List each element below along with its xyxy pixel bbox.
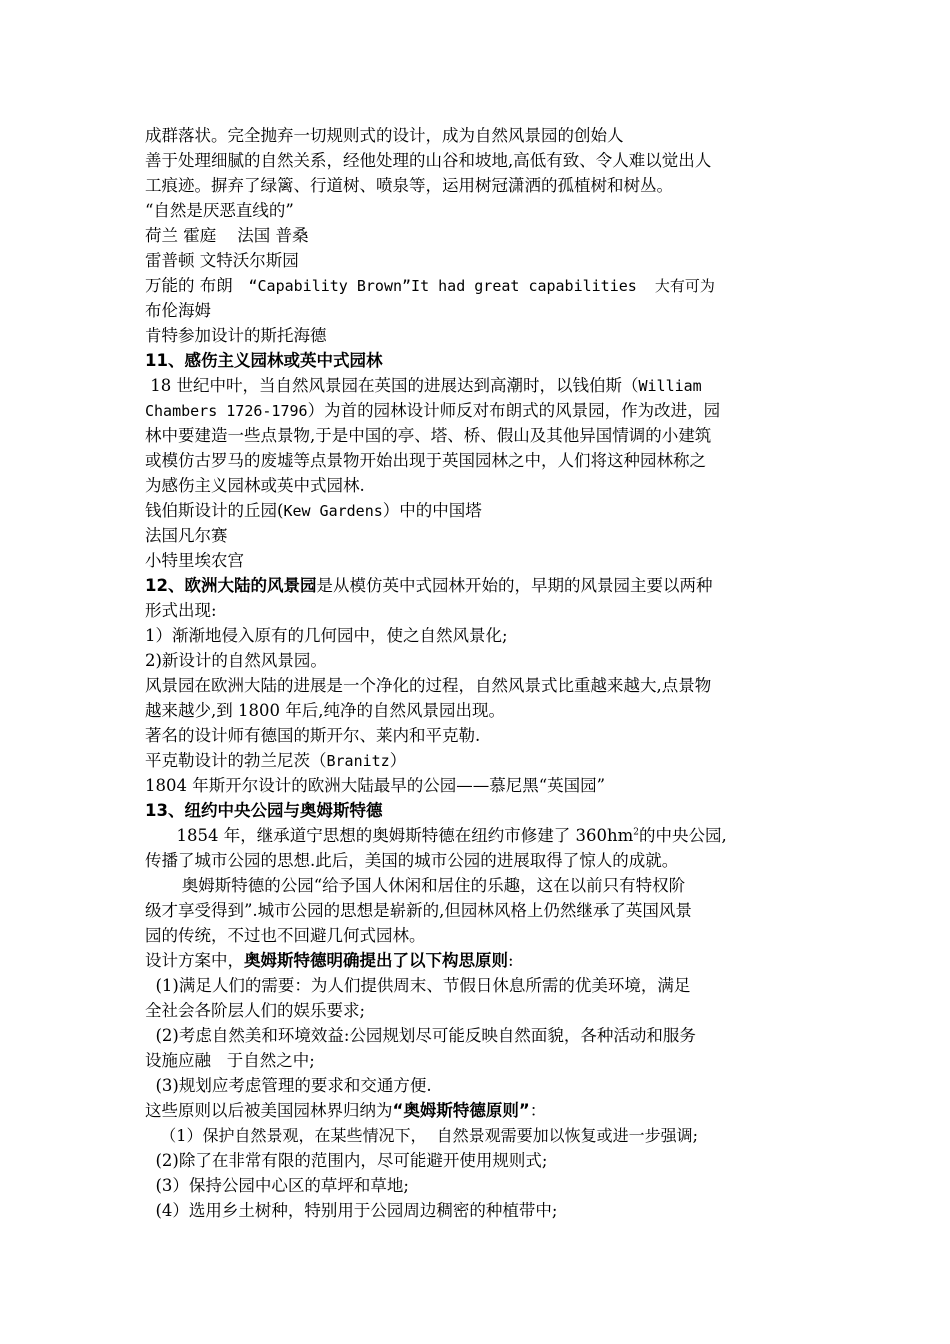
quote-line <box>145 199 835 223</box>
text-span: 工痕迹。摒弃了绿篱、行道树、喷泉等，运用树冠潇洒的孤植树和树丛。 <box>145 176 673 195</box>
text-span: 全社会各阶层人们的娱乐要求; <box>145 1001 366 1020</box>
text-span: 万能的 布朗 <box>145 276 249 295</box>
english-name: Branitz <box>326 752 390 770</box>
text-line <box>145 374 835 398</box>
text-line <box>145 399 835 423</box>
english-name: William <box>638 377 702 395</box>
text-span: 小特里埃农宫 <box>145 551 244 570</box>
superscript: 2 <box>633 827 639 838</box>
bold-phrase: 奥姆斯特德明确提出了以下构思原则 <box>244 951 508 970</box>
text-span: 雷普顿 文特沃尔斯园 <box>145 251 299 270</box>
text-span: 荷兰 霍庭 法国 普桑 <box>145 226 309 245</box>
list-item <box>145 974 835 998</box>
text-line <box>145 849 835 873</box>
text-span: : <box>508 951 514 970</box>
text-span: 风景园在欧洲大陆的进展是一个净化的过程，自然风景式比重越来越大,点景物 <box>145 676 712 695</box>
text-line <box>145 1099 835 1123</box>
text-span: ）为首的园林设计师反对布朗式的风景园，作为改进，园 <box>307 401 721 420</box>
text-line <box>145 299 835 323</box>
english-name: Kew Gardens <box>283 502 383 520</box>
text-span: 设计方案中， <box>145 951 244 970</box>
text-span: （1）保护自然景观，在某些情况下， 自然景观需要加以恢复或进一步强调; <box>145 1126 699 1145</box>
text-span: (1)满足人们的需要：为人们提供周末、节假日休息所需的优美环境，满足 <box>145 976 691 995</box>
text-line <box>145 999 835 1023</box>
text-span: 布伦海姆 <box>145 301 211 320</box>
section-heading-13 <box>145 799 835 823</box>
text-line <box>145 924 835 948</box>
heading-text: 13、纽约中央公园与奥姆斯特德 <box>145 801 383 820</box>
list-item <box>145 1174 835 1198</box>
text-span: (3)规划应考虑管理的要求和交通方便. <box>145 1076 432 1095</box>
text-span: 善于处理细腻的自然关系，经他处理的山谷和坡地,高低有致、令人难以觉出人 <box>145 151 712 170</box>
text-line <box>145 524 835 548</box>
text-span: 成群落状。完全抛弃一切规则式的设计，成为自然风景园的创始人 <box>145 126 624 145</box>
heading-text: 11、感伤主义园林或英中式园林 <box>145 351 383 370</box>
text-span: 1854 年，继承道宁思想的奥姆斯特德在纽约市修建了 360hm <box>145 826 634 845</box>
section-heading-12 <box>145 574 835 598</box>
text-line <box>145 224 835 248</box>
text-span: (2)考虑自然美和环境效益:公园规划尽可能反映自然面貌，各种活动和服务 <box>145 1026 696 1045</box>
text-span: 设施应融 于自然之中; <box>145 1051 315 1070</box>
text-line <box>145 824 835 848</box>
text-span: 法国凡尔赛 <box>145 526 228 545</box>
text-span: 1804 年斯开尔设计的欧洲大陆最早的公园——慕尼黑“英国园” <box>145 776 606 795</box>
heading-text: 12、欧洲大陆的风景园 <box>145 576 317 595</box>
list-item <box>145 1149 835 1173</box>
text-span: 2)新设计的自然风景园。 <box>145 651 327 670</box>
text-span: ）中的中国塔 <box>382 501 482 520</box>
text-span: ： <box>529 1101 547 1120</box>
text-line <box>145 724 835 748</box>
text-span: 级才享受得到”.城市公园的思想是崭新的,但园林风格上仍然继承了英国风景 <box>145 901 692 920</box>
english-quote: “Capability Brown”It had great capabilities 大有可为 <box>248 277 715 295</box>
text-span: 1）渐渐地侵入原有的几何园中，使之自然风景化; <box>145 626 508 645</box>
text-span: 传播了城市公园的思想.此后，美国的城市公园的进展取得了惊人的成就。 <box>145 851 679 870</box>
text-span: (3）保持公园中心区的草坪和草地; <box>145 1176 409 1195</box>
list-item <box>145 1199 835 1223</box>
text-span: 园的传统，不过也不回避几何式园林。 <box>145 926 426 945</box>
list-item <box>145 649 835 673</box>
text-span: 或模仿古罗马的废墟等点景物开始出现于英国园林之中，人们将这种园林称之 <box>145 451 706 470</box>
text-line <box>145 674 835 698</box>
text-span: 林中要建造一些点景物,于是中国的亭、塔、桥、假山及其他异国情调的小建筑 <box>145 426 712 445</box>
text-line <box>145 124 835 148</box>
text-line <box>145 499 835 523</box>
bold-phrase: “奥姆斯特德原则” <box>392 1101 530 1120</box>
text-line <box>145 449 835 473</box>
text-line <box>145 949 835 973</box>
text-line <box>145 1049 835 1073</box>
english-name: Chambers 1726-1796 <box>145 402 308 420</box>
text-line <box>145 474 835 498</box>
text-line <box>145 274 835 298</box>
text-span: 平克勒设计的勃兰尼茨（ <box>145 751 327 770</box>
text-span: 著名的设计师有德国的斯开尔、莱内和平克勒. <box>145 726 481 745</box>
text-line <box>145 549 835 573</box>
text-line <box>145 424 835 448</box>
list-item <box>145 1074 835 1098</box>
text-line <box>145 249 835 273</box>
text-line <box>145 874 835 898</box>
list-item <box>145 1024 835 1048</box>
text-span: 18 世纪中叶，当自然风景园在英国的进展达到高潮时，以钱伯斯（ <box>145 376 639 395</box>
text-line <box>145 324 835 348</box>
text-span: 肯特参加设计的斯托海德 <box>145 326 327 345</box>
text-span: “自然是厌恶直线的” <box>145 201 294 220</box>
text-span: 是从模仿英中式园林开始的，早期的风景园主要以两种 <box>316 576 713 595</box>
text-span: 这些原则以后被美国园林界归纳为 <box>145 1101 393 1120</box>
text-span: 为感伤主义园林或英中式园林. <box>145 476 365 495</box>
text-line <box>145 774 835 798</box>
text-span: 的中央公园, <box>638 826 727 845</box>
text-line <box>145 599 835 623</box>
text-line <box>145 174 835 198</box>
text-line <box>145 149 835 173</box>
text-span: 奥姆斯特德的公园“给予国人休闲和居住的乐趣，这在以前只有特权阶 <box>145 876 686 895</box>
text-line <box>145 699 835 723</box>
text-span: (4）选用乡土树种，特别用于公园周边稠密的种植带中; <box>145 1201 558 1220</box>
text-span: 越来越少,到 1800 年后,纯净的自然风景园出现。 <box>145 701 505 720</box>
text-span: 钱伯斯设计的丘园( <box>145 501 284 520</box>
text-span: 形式出现: <box>145 601 217 620</box>
list-item <box>145 624 835 648</box>
text-span: (2)除了在非常有限的范围内，尽可能避开使用规则式; <box>145 1151 548 1170</box>
text-line <box>145 749 835 773</box>
text-span: ） <box>389 751 407 770</box>
section-heading-11 <box>145 349 835 373</box>
list-item <box>145 1124 835 1148</box>
text-line <box>145 899 835 923</box>
